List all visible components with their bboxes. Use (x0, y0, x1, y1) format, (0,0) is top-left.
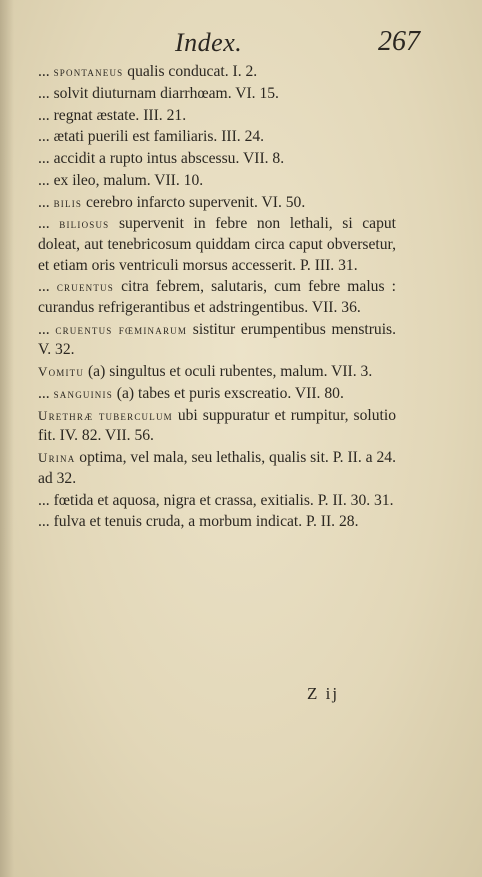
entry-text: qualis conducat. I. 2. (123, 63, 258, 80)
entry-text: citra febrem, salutaris, cum febre malus : curandus refrigerantibus et adstringentibus. VII. 36. (38, 278, 396, 317)
entry-text: regnat æstate. III. 21. (53, 106, 187, 124)
entry-ellipsis: ... (38, 513, 54, 531)
index-entry (38, 149, 396, 170)
index-entry (38, 362, 396, 383)
entry-text: fœtida et aquosa, nigra et crassa, exitialis. P. II. 30. 31. (53, 491, 394, 509)
entry-text: (a) tabes et puris exscreatio. VII. 80. (112, 384, 344, 402)
entry-text: sistitur erumpentibus menstruis. V. 32. (38, 320, 397, 359)
entry-text: solvit diuturnam diarrhœam. VI. 15. (53, 84, 279, 102)
index-entry (38, 384, 396, 405)
page-number: 267 (378, 26, 420, 57)
index-entry (38, 193, 396, 214)
index-entry (38, 320, 396, 361)
index-entry (38, 84, 396, 105)
entry-ellipsis: ... (38, 215, 60, 233)
entry-ellipsis: ... (38, 84, 54, 102)
entry-text: ætati puerili est familiaris. III. 24. (53, 128, 265, 146)
entry-keyword: bilis (53, 194, 83, 210)
index-entry (38, 171, 396, 192)
entry-text: cerebro infarcto supervenit. VI. 50. (82, 193, 306, 211)
index-entry (38, 406, 396, 447)
entry-ellipsis: ... (38, 193, 54, 211)
index-entry (38, 214, 396, 276)
entry-ellipsis: ... (38, 171, 54, 189)
index-entry (38, 106, 396, 127)
index-entry (38, 448, 396, 489)
entry-ellipsis: ... (38, 384, 54, 402)
entry-keyword: Urina (38, 450, 76, 466)
entry-keyword: sanguinis (53, 385, 113, 401)
entry-keyword: biliosus (59, 216, 110, 232)
entry-ellipsis: ... (38, 63, 54, 80)
entry-text: ex ileo, malum. VII. 10. (53, 171, 204, 189)
entry-text: ubi suppuratur et rumpitur, solutio fit. IV. 82. VII. 56. (38, 406, 396, 445)
index-entries (38, 62, 396, 534)
entry-ellipsis: ... (38, 128, 54, 146)
entry-ellipsis: ... (38, 106, 54, 124)
index-entry (38, 62, 396, 83)
entry-keyword: cruentus (56, 279, 114, 295)
entry-keyword: spontaneus (53, 64, 124, 79)
index-entry (38, 491, 396, 512)
entry-text: optima, vel mala, seu lethalis, qualis sit. P. II. a 24. ad 32. (38, 449, 396, 487)
entry-ellipsis: ... (38, 150, 54, 168)
entry-text: supervenit in febre non lethali, si caput doleat, aut tenebricosum quiddam circa caput obversetur, et etiam oris ventriculi morsus accesserit. P. III. 31. (38, 215, 397, 274)
entry-keyword: Vomitu (38, 364, 85, 380)
entry-ellipsis: ... (38, 278, 57, 296)
entry-keyword: cruentus fœminarum (55, 321, 188, 337)
index-entry (38, 277, 396, 318)
index-entry (38, 512, 396, 533)
index-entry (38, 127, 396, 148)
entry-ellipsis: ... (38, 491, 54, 509)
entry-text: fulva et tenuis cruda, a morbum indicat. P. II. 28. (53, 513, 359, 531)
entry-ellipsis: ... (38, 320, 56, 338)
entry-text: (a) singultus et oculi rubentes, malum. VII. 3. (84, 363, 373, 381)
page-header (0, 20, 482, 64)
entry-keyword: Urethræ tuberculum (38, 407, 173, 423)
signature-mark: Z ij (307, 684, 340, 703)
entry-text: accidit a rupto intus abscessu. VII. 8. (53, 150, 285, 168)
running-title: Index. (175, 28, 243, 57)
